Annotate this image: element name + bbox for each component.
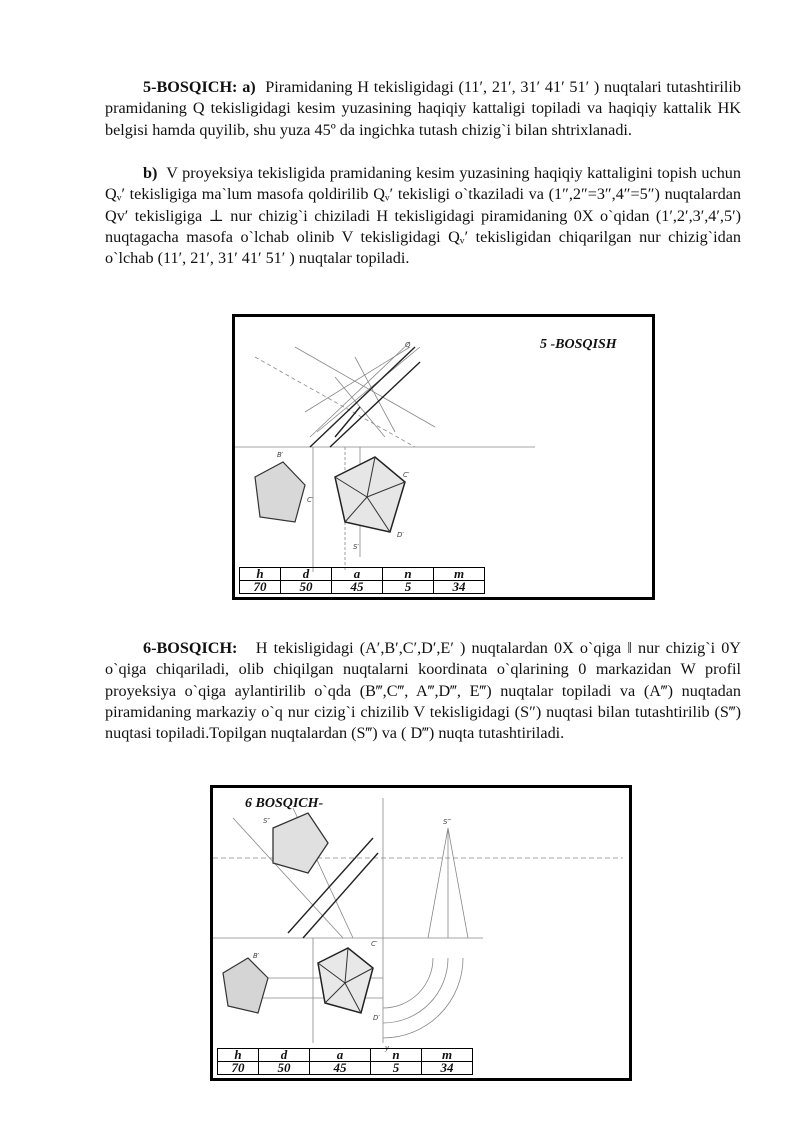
step5-a-heading: 5-BOSQICH: a) [143,78,256,96]
svg-text:B′: B′ [253,952,260,960]
step5-a-body: Piramidaning H tekisligidagi (11′, 21′, 31′ 41′ 51′ ) nuqtalari tutashtirilib pramidaning Q tekisligidagi kesim yuzasining haqiqiy kattaligi topiladi va haqiqiy kattalik HK belgisi hamda quyilib, shu yuza 45º da ingichka tutash chizig`i bilan shtrixlanadi. [105,78,741,139]
step5-geometric-drawing [235,317,652,597]
figure5-title: 5 -BOSQISH [540,337,617,352]
svg-text:B′: B′ [277,451,284,459]
figure6-value-a: 45 [310,1062,371,1075]
figure6-header-d: d [259,1049,310,1062]
figure6-value-n: 5 [371,1062,422,1075]
svg-text:S″: S″ [263,817,271,825]
step5-paragraph-b [105,163,741,269]
figure6-title: 6 BOSQICH- [245,796,324,811]
svg-text:D′: D′ [373,1014,380,1022]
figure5-value-d: 50 [281,581,332,594]
svg-text:C′: C′ [307,496,314,504]
figure5-parameter-table [239,567,485,594]
svg-text:S′: S′ [353,543,360,551]
step5-paragraph-a [105,77,741,141]
figure-step6-drawing [210,785,632,1081]
figure5-header-h: h [240,568,281,581]
step6-paragraph [105,638,741,744]
figure5-header-d: d [281,568,332,581]
figure6-header-a: a [310,1049,371,1062]
figure6-header-n: n [371,1049,422,1062]
step6-geometric-drawing [213,788,629,1078]
step5-b-body: V proyeksiya tekisligida pramidaning kesim yuzasining haqiqiy kattaligini topish uchun Qᵥ′ tekisligiga ma`lum masofa qoldirilib Qᵥ′ tekisligi o`tkaziladi va (1″,2″=3″,4″=5″) nuqtalardan Qv′ tekisligiga ⊥ nur chizig`i chiziladi H tekisligidagi piramidaning 0X o`qidan (1′,2′,3′,4′,5′) nuqtagacha masofa o`lchab olinib V tekisligidagi Qᵥ′ tekisligidan chiqarilgan nur chizig`idan o`lchab (11′, 21′, 31′ 41′ 51′ ) nuqtalar topiladi. [105,164,741,268]
figure5-value-a: 45 [332,581,383,594]
svg-text:C′: C′ [371,940,378,948]
step6-body: H tekisligidagi (A′,B′,C′,D′,E′ ) nuqtalardan 0X o`qiga ‖ nur chizig`i 0Y o`qiga chiqariladi, olib chiqilgan nuqtalarni koordinata o`qlarining 0 markazidan W profil proyeksiya o`qiga aylantirilib o`qda (B‴,C‴, A‴,D‴, E‴) nuqtalar topiladi va (A‴) nuqtadan piramidaning markaziy o`q nur cizig`i chizilib V tekisligidagi (S″) nuqtasi bilan tutashtirilib (S‴) nuqtasi topiladi.Topilgan nuqtalardan (S‴) va ( D‴) nuqta tutashtiriladi. [105,639,741,743]
step6-heading: 6-BOSQICH: [143,639,238,657]
svg-text:D′: D′ [397,531,404,539]
figure5-header-m: m [434,568,485,581]
svg-text:Q: Q [405,341,411,349]
step5-b-heading: b) [143,164,158,182]
figure-step5-drawing [232,314,655,600]
figure6-header-m: m [422,1049,473,1062]
svg-text:y: y [385,1044,390,1052]
figure6-value-h: 70 [218,1062,259,1075]
figure6-value-m: 34 [422,1062,473,1075]
figure5-header-a: a [332,568,383,581]
figure5-value-h: 70 [240,581,281,594]
figure6-header-h: h [218,1049,259,1062]
figure5-header-n: n [383,568,434,581]
svg-text:S‴: S‴ [443,818,452,826]
figure6-parameter-table [217,1048,473,1075]
figure6-value-d: 50 [259,1062,310,1075]
figure5-value-m: 34 [434,581,485,594]
svg-text:C′: C′ [403,471,410,479]
figure5-value-n: 5 [383,581,434,594]
